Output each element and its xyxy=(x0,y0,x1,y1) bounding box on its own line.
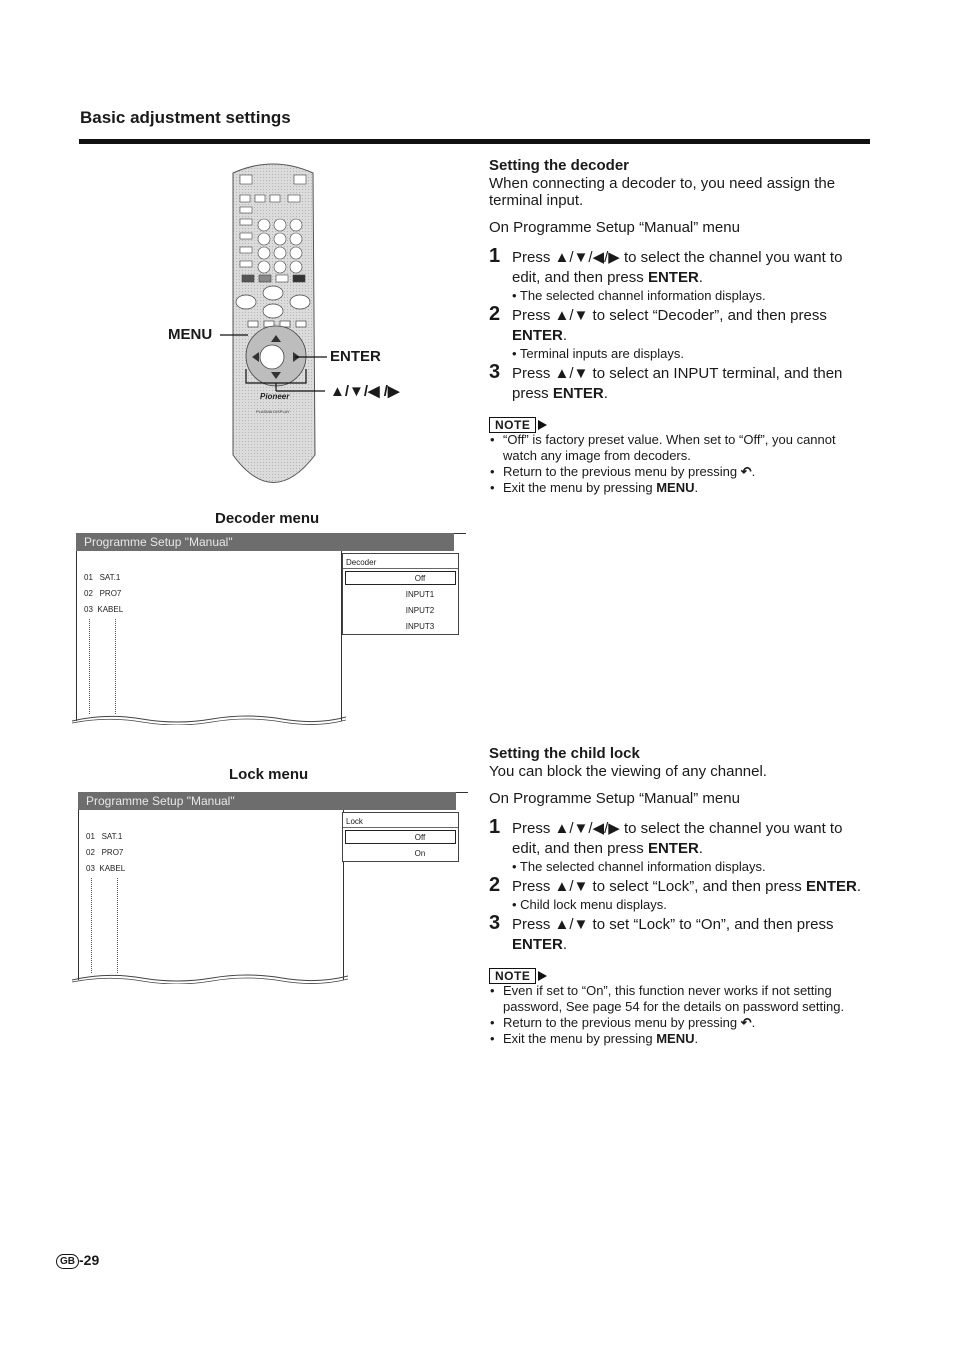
note-arrow-icon xyxy=(538,420,547,430)
decoder-step-3: 3 Press ▲/▼ to select an INPUT terminal, and then press ENTER. xyxy=(489,361,843,402)
decoder-notes xyxy=(489,432,873,496)
decoder-menu-caption: Decoder menu xyxy=(215,510,320,527)
remote-display-text: PLASMA DISPLAY xyxy=(256,409,290,414)
childlock-step-1: 1 Press ▲/▼/◀/▶ to select the channel you want to edit, and then press ENTER. xyxy=(489,816,843,857)
lock-menu-header: Programme Setup "Manual" xyxy=(78,792,456,810)
decoder-step-2: 2 Press ▲/▼ to select “Decoder”, and then press ENTER. xyxy=(489,303,827,344)
decoder-intro: When connecting a decoder to, you need assign the terminal input. xyxy=(489,175,836,209)
section-title: Basic adjustment settings xyxy=(80,108,291,127)
childlock-intro: You can block the viewing of any channel. xyxy=(489,763,767,780)
lock-menu-screen xyxy=(78,792,468,987)
lock-row-1[interactable]: 01 SAT.1 xyxy=(86,832,123,841)
note-badge: NOTE xyxy=(489,417,536,433)
step-number: 1 xyxy=(489,245,501,267)
step-number: 1 xyxy=(489,816,501,838)
return-icon: ↶ xyxy=(740,464,752,479)
lock-option-off[interactable]: Off xyxy=(414,833,426,842)
decoder-option-input2[interactable]: INPUT2 xyxy=(405,606,435,615)
decoder-popup xyxy=(342,553,459,635)
return-icon: ↶ xyxy=(740,1015,752,1030)
decoder-row-1[interactable]: 01 SAT.1 xyxy=(84,573,121,582)
decoder-step-1-sub: • The selected channel information displays. xyxy=(512,288,766,303)
lock-menu-caption: Lock menu xyxy=(229,766,309,783)
torn-edge xyxy=(72,713,346,725)
decoder-note-1: • “Off” is factory preset value. When set to “Off”, you cannot watch any image from decoders. xyxy=(489,432,873,464)
childlock-step-2-sub: • Child lock menu displays. xyxy=(512,897,667,912)
decoder-menu-header: Programme Setup "Manual" xyxy=(76,533,454,551)
childlock-note-3: • Exit the menu by pressing MENU. xyxy=(489,1031,873,1047)
page-number: -29 xyxy=(79,1252,100,1268)
childlock-step-2: 2 Press ▲/▼ to select “Lock”, and then press ENTER. xyxy=(489,874,861,896)
childlock-note-1: • Even if set to “On”, this function never works if not setting password, See page 54 for the details on password setting. xyxy=(489,983,873,1015)
step-number: 2 xyxy=(489,303,501,325)
arrows-callout: ▲/▼/◀ /▶ xyxy=(330,383,400,400)
decoder-step-2-sub: • Terminal inputs are displays. xyxy=(512,346,684,361)
childlock-section xyxy=(489,745,873,1047)
decoder-note-3: • Exit the menu by pressing MENU. xyxy=(489,480,873,496)
decoder-step-1: 1 Press ▲/▼/◀/▶ to select the channel you want to edit, and then press ENTER. xyxy=(489,245,843,286)
lock-row-2[interactable]: 02 PRO7 xyxy=(86,848,124,857)
section-rule xyxy=(79,139,870,144)
note-badge: NOTE xyxy=(489,968,536,984)
note-arrow-icon xyxy=(538,971,547,981)
decoder-note-header xyxy=(489,416,873,432)
page-footer xyxy=(56,1252,99,1269)
enter-callout: ENTER xyxy=(330,348,381,365)
region-badge: GB xyxy=(56,1254,79,1269)
lock-option-on[interactable]: On xyxy=(414,849,426,858)
decoder-row-3[interactable]: 03 KABEL xyxy=(84,605,124,614)
childlock-context: On Programme Setup “Manual” menu xyxy=(489,790,740,807)
decoder-menu-screen xyxy=(76,533,466,728)
decoder-option-input1[interactable]: INPUT1 xyxy=(405,590,435,599)
step-number: 3 xyxy=(489,361,501,383)
lock-popup xyxy=(342,812,459,862)
decoder-option-off[interactable]: Off xyxy=(414,574,426,583)
childlock-note-2: • Return to the previous menu by pressing ↶. xyxy=(489,1015,873,1031)
decoder-section xyxy=(489,157,873,496)
decoder-context: On Programme Setup “Manual” menu xyxy=(489,219,740,236)
decoder-option-input3[interactable]: INPUT3 xyxy=(405,622,435,631)
childlock-section-title: Setting the child lock xyxy=(489,745,640,762)
childlock-step-3: 3 Press ▲/▼ to set “Lock” to “On”, and then press ENTER. xyxy=(489,912,834,953)
childlock-step-1-sub: • The selected channel information displays. xyxy=(512,859,766,874)
remote-brand-text: Pioneer xyxy=(260,392,290,401)
decoder-popup-label: Decoder xyxy=(346,558,377,567)
step-number: 3 xyxy=(489,912,501,934)
step-number: 2 xyxy=(489,874,501,896)
decoder-note-2: • Return to the previous menu by pressing ↶. xyxy=(489,464,873,480)
menu-callout: MENU xyxy=(168,326,213,343)
torn-edge xyxy=(72,972,348,984)
decoder-section-title: Setting the decoder xyxy=(489,157,630,174)
childlock-note-header xyxy=(489,967,873,983)
childlock-notes xyxy=(489,983,873,1047)
lock-popup-label: Lock xyxy=(346,817,363,826)
decoder-row-2[interactable]: 02 PRO7 xyxy=(84,589,122,598)
lock-row-3[interactable]: 03 KABEL xyxy=(86,864,126,873)
